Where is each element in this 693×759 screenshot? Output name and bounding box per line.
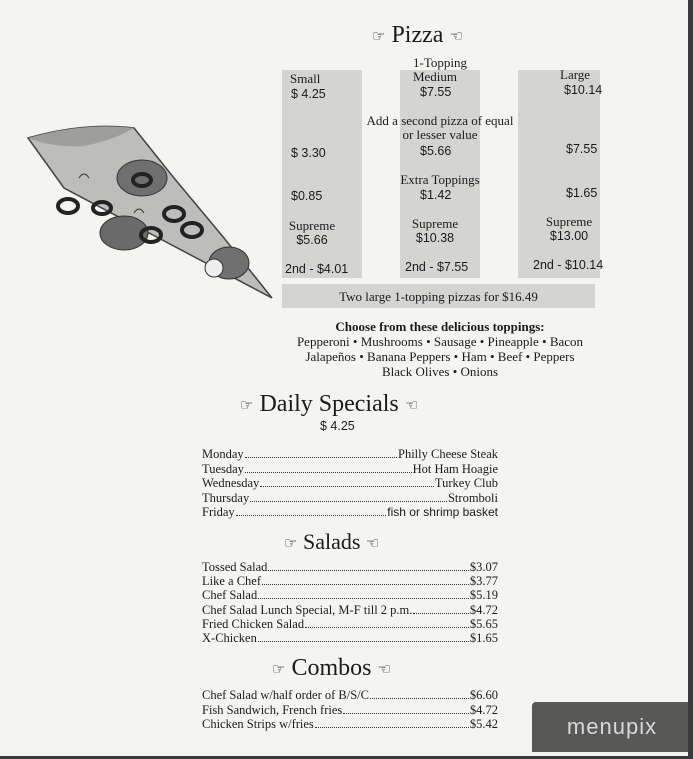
list-item-value: Stromboli: [447, 490, 498, 505]
leader-dots: [258, 631, 469, 642]
leader-dots: [236, 505, 387, 516]
two-large-deal: Two large 1-topping pizzas for $16.49: [339, 289, 538, 304]
list-item: [202, 505, 498, 519]
second-supreme-large: 2nd - $10.14: [533, 258, 604, 272]
list-item-value: fish or shrimp basket: [387, 505, 498, 519]
leader-dots: [305, 617, 469, 628]
mushroom: [205, 259, 223, 277]
leader-dots: [250, 491, 447, 502]
list-item: [202, 447, 498, 461]
list-item: [202, 717, 498, 731]
toppings-line: Black Olives • Onions: [381, 364, 499, 379]
pizza-title: ☞ Pizza ☜: [372, 22, 463, 48]
supreme-small: Supreme $5.66: [288, 218, 336, 247]
list-item-label: Friday: [202, 505, 235, 519]
toppings-line: Jalapeños • Banana Peppers • Ham • Beef • Peppers: [305, 349, 575, 364]
pizza-slice-illustration: [24, 118, 274, 303]
pointing-hand-right-icon: ☜: [449, 28, 463, 45]
pointing-hand-left-icon: ☞: [372, 28, 386, 45]
list-item-value: $3.77: [469, 574, 498, 589]
pointing-hand-left-icon: ☞: [284, 536, 298, 553]
shade-column-large: [518, 67, 603, 278]
size-small: Small: [290, 71, 321, 86]
price-large-second: $7.55: [566, 142, 598, 156]
toppings-block: [280, 319, 600, 379]
list-item: [202, 476, 498, 490]
price-medium-1top: $7.55: [420, 85, 452, 99]
leader-dots: [245, 447, 397, 458]
size-large: Large: [560, 67, 591, 82]
second-supreme-medium: 2nd - $7.55: [405, 260, 469, 274]
list-item-label: Fried Chicken Salad: [202, 616, 305, 631]
daily-specials-title: ☞ Daily Specials ☜: [240, 391, 419, 417]
price-medium-extra: $1.42: [420, 188, 452, 202]
leader-dots: [343, 703, 469, 714]
salads-title: ☞ Salads ☜: [284, 529, 380, 554]
second-pizza-note: Add a second pizza of equal or lesser value: [366, 113, 514, 142]
leader-dots: [258, 588, 469, 599]
list-item: [202, 703, 498, 717]
leader-dots: [413, 603, 468, 614]
list-item-value: $6.60: [469, 688, 498, 702]
pepperoni: [117, 160, 167, 196]
supreme-large: Supreme $13.00: [545, 214, 593, 243]
pointing-hand-left-icon: ☞: [272, 661, 286, 678]
list-item-value: $4.72: [469, 702, 498, 717]
list-item-value: Hot Ham Hoagie: [412, 461, 498, 476]
price-small-1top: $ 4.25: [291, 87, 326, 101]
list-item: [202, 631, 498, 645]
pointing-hand-right-icon: ☜: [377, 661, 391, 678]
list-item-value: $1.65: [469, 631, 498, 645]
list-item-value: Turkey Club: [434, 476, 498, 490]
daily-specials-price: $ 4.25: [320, 419, 355, 433]
leader-dots: [268, 560, 468, 571]
leader-dots: [260, 476, 434, 487]
header-1topping: 1-Topping: [413, 55, 467, 70]
list-item: [202, 688, 498, 702]
second-supreme-small: 2nd - $4.01: [285, 262, 349, 276]
list-item-value: $5.19: [469, 588, 498, 603]
list-item: [202, 560, 498, 574]
list-item-label: X-Chicken: [202, 631, 257, 645]
pointing-hand-right-icon: ☜: [404, 397, 419, 414]
list-item-label: Chicken Strips w/fries: [202, 717, 314, 731]
pointing-hand-right-icon: ☜: [365, 536, 380, 553]
price-large-extra: $1.65: [566, 186, 598, 200]
list-item-label: Wednesday: [202, 476, 260, 490]
size-medium: Medium: [412, 69, 458, 84]
list-item-value: $5.65: [469, 616, 498, 631]
list-item-value: $3.07: [469, 560, 498, 574]
price-medium-second: $5.66: [420, 144, 452, 158]
list-item-label: Tuesday: [202, 461, 244, 476]
list-item-value: Philly Cheese Steak: [398, 447, 498, 461]
price-small-second: $ 3.30: [291, 146, 326, 160]
list-item-value: $4.72: [469, 602, 498, 617]
list-item-label: Like a Chef: [202, 574, 262, 589]
leader-dots: [315, 717, 469, 728]
extra-toppings-title: Extra Toppings: [400, 172, 480, 187]
list-item: [202, 574, 498, 588]
list-item-label: Thursday: [202, 490, 250, 505]
toppings-line: Pepperoni • Mushrooms • Sausage • Pineapple • Bacon: [296, 334, 584, 349]
combos-title: ☞ Combos ☜: [272, 655, 391, 681]
price-small-extra: $0.85: [291, 189, 323, 203]
list-item: [202, 617, 498, 631]
leader-dots: [245, 462, 412, 473]
list-item-label: Chef Salad Lunch Special, M-F till 2 p.m.: [202, 602, 413, 617]
list-item: [202, 588, 498, 602]
list-item: [202, 603, 498, 617]
price-large-1top: $10.14: [564, 83, 603, 97]
list-item-value: $5.42: [469, 717, 498, 731]
list-item-label: Fish Sandwich, French fries: [202, 702, 343, 717]
list-item-label: Monday: [202, 447, 244, 461]
olive: [58, 199, 78, 213]
list-item: [202, 462, 498, 476]
list-item-label: Tossed Salad: [202, 560, 268, 574]
supreme-medium: Supreme $10.38: [411, 216, 459, 245]
list-item-label: Chef Salad: [202, 588, 258, 603]
pointing-hand-left-icon: ☞: [240, 397, 254, 414]
leader-dots: [370, 688, 469, 699]
list-item: [202, 491, 498, 505]
leader-dots: [262, 574, 469, 585]
menupix-watermark: menupix: [532, 702, 692, 752]
toppings-title: Choose from these delicious toppings:: [335, 319, 545, 334]
list-item-label: Chef Salad w/half order of B/S/C: [202, 688, 369, 702]
